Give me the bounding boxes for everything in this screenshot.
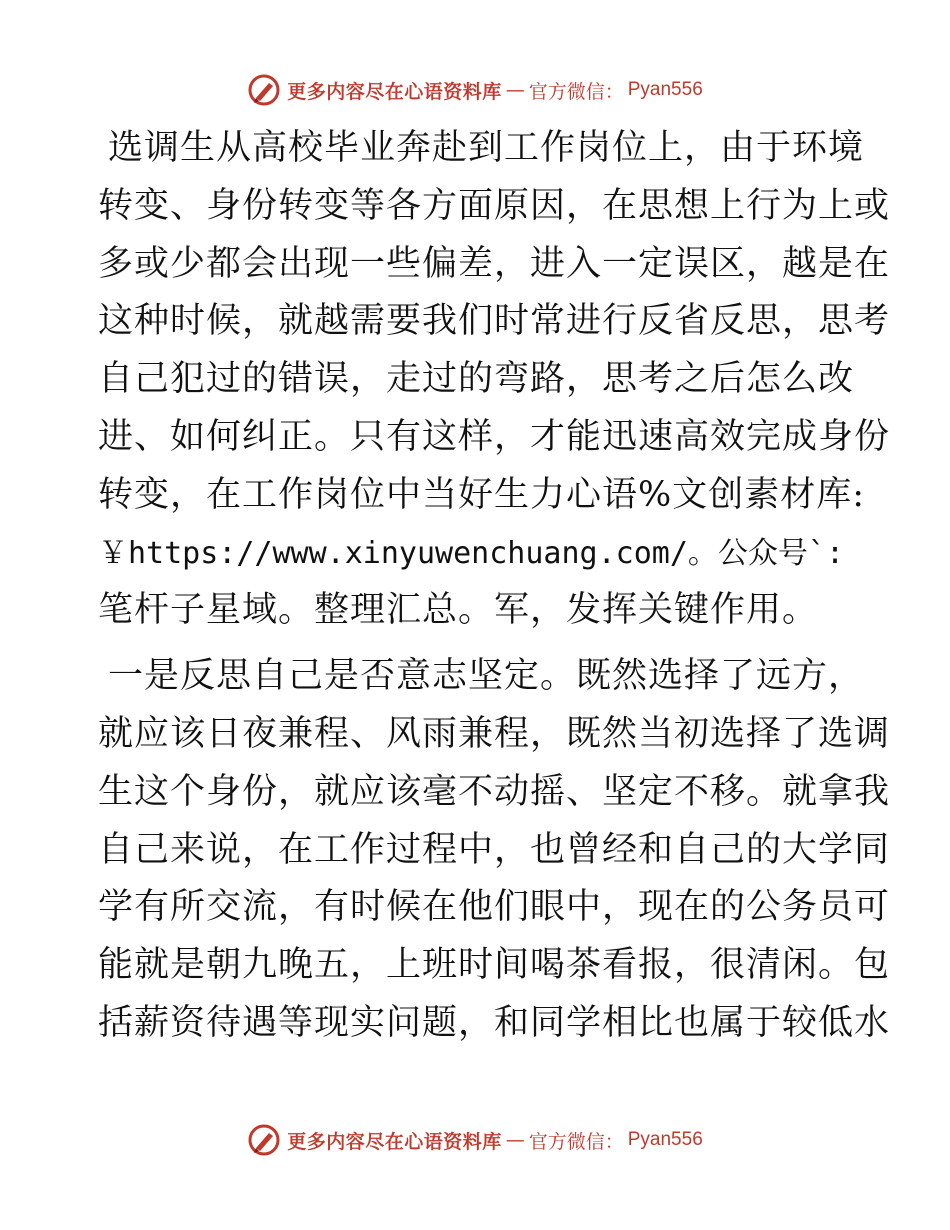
banner-wechat-label: 官方微信：	[528, 80, 624, 103]
text-line: 就应该日夜兼程、风雨兼程，既然当初选择了选调	[98, 713, 891, 754]
footer-banner	[0, 1120, 950, 1160]
text-line: 能就是朝九晚五，上班时间喝茶看报，很清闲。包	[98, 945, 891, 986]
text-line: 一是反思自己是否意志坚定。既然选择了远方，	[108, 656, 865, 697]
pen-circle-logo-icon	[247, 73, 281, 107]
banner-title: 更多内容尽在心语资料库	[287, 1130, 502, 1153]
document-body	[98, 120, 891, 1053]
paragraph-1	[98, 120, 891, 640]
text-line: 自己犯过的错误，走过的弯路，思考之后怎么改	[98, 359, 855, 400]
text-line: 选调生从高校毕业奔赴到工作岗位上，由于环境	[108, 128, 865, 168]
text-line: 转变、身份转变等各方面原因，在思想上行为上或	[98, 185, 891, 226]
banner-title: 更多内容尽在心语资料库	[287, 80, 502, 103]
text-line: 进、如何纠正。只有这样，才能迅速高效完成身份	[98, 416, 891, 457]
text-line: 生这个身份，就应该毫不动摇、坚定不移。就拿我	[98, 771, 891, 812]
banner-dash: —	[505, 1129, 525, 1151]
pen-circle-logo-icon	[247, 1123, 281, 1157]
banner-wechat-label: 官方微信：	[528, 1130, 624, 1153]
banner-dash: —	[505, 79, 525, 101]
text-line: 转变，在工作岗位中当好生力心语%文创素材库:	[98, 474, 866, 515]
text-line: 括薪资待遇等现实问题，和同学相比也属于较低水	[98, 1002, 891, 1043]
paragraph-2	[98, 648, 891, 1053]
text-line: 这种时候，就越需要我们时常进行反省反思，思考	[98, 301, 891, 342]
text-line: 笔杆子星域。整理汇总。军，发挥关键作用。	[98, 590, 819, 631]
text-line: 学有所交流，有时候在他们眼中，现在的公务员可	[98, 887, 891, 928]
text-line-url: ￥https://www.xinyuwenchuang.com/。公众号`:	[98, 535, 845, 571]
text-line: 自己来说，在工作过程中，也曾经和自己的大学同	[98, 829, 891, 870]
text-line: 多或少都会出现一些偏差，进入一定误区，越是在	[98, 243, 891, 284]
banner-wechat-id: Pyan556	[627, 79, 703, 100]
paragraph-spacer	[98, 640, 858, 648]
banner-wechat-id: Pyan556	[627, 1129, 703, 1150]
header-banner	[0, 70, 950, 110]
